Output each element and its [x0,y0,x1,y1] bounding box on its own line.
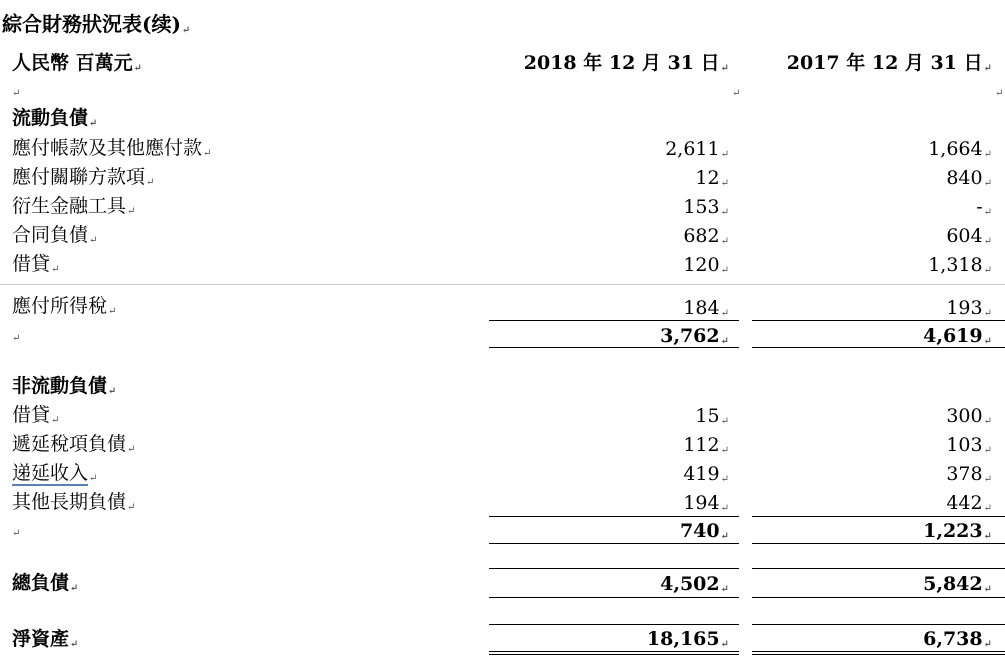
paragraph-mark-icon: ↵ [983,336,992,347]
paragraph-mark-icon: ↵ [51,415,60,426]
section-heading-current-text: 流動負債 [12,107,89,129]
value-2017-text: 840 [946,167,983,189]
subtotal-rule [489,543,739,544]
value-2017 [946,405,992,433]
paragraph-mark-icon: ↵ [108,306,117,317]
value-2017-text: - [976,196,983,218]
paragraph-mark-icon: ↵ [720,236,729,247]
value-2018-text: 194 [683,492,720,514]
subtotal-2018-text: 3,762 [660,325,720,347]
paragraph-mark-icon: ↵ [51,264,60,275]
column-header-2017 [787,52,992,80]
value-2018 [683,196,729,224]
subtotal-rule [752,347,1005,348]
subtotal-2017 [923,325,992,353]
paragraph-mark-icon: ↵ [720,63,729,74]
paragraph-mark-icon: ↵ [89,118,98,129]
value-2017-text: 604 [946,225,983,247]
value-2018-text: 112 [683,434,720,456]
value-2017 [928,254,992,282]
total-rule [489,568,739,569]
row-label [12,295,116,323]
total-liabilities-2018-text: 4,502 [660,573,720,595]
paragraph-mark-icon: ↵ [983,308,992,319]
paragraph-mark-icon: ↵ [983,584,992,595]
total-liabilities-2017-text: 5,842 [923,573,983,595]
paragraph-mark-icon: ↵ [720,503,729,514]
value-2017 [946,463,992,491]
value-2018-text: 120 [683,254,720,276]
value-2018 [695,167,729,195]
paragraph-mark-icon: ↵ [133,63,143,74]
paragraph-mark-icon: ↵ [720,207,729,218]
subtotal-rule [752,320,1005,321]
paragraph-mark-icon: ↵ [983,236,992,247]
paragraph-mark-icon: ↵ [995,88,1004,99]
value-2017-text: 378 [946,463,983,485]
paragraph-mark-icon: ↵ [983,149,992,160]
paragraph-mark-icon: ↵ [983,178,992,189]
value-2017 [946,434,992,462]
value-2017-text: 300 [946,405,983,427]
subtotal-rule [489,320,739,321]
paragraph-mark-icon: ↵ [983,639,992,650]
value-2017-text: 1,318 [928,254,983,276]
paragraph-mark-icon: ↵ [983,265,992,276]
column-header-2018 [524,52,729,80]
value-2017 [946,225,992,253]
row-label [12,404,59,432]
paragraph-mark-icon: ↵ [108,386,117,397]
value-2018 [695,405,729,433]
total-liabilities-label-text: 總負債 [12,572,70,594]
row-label [12,166,154,194]
row-label [12,195,135,223]
paragraph-mark-icon: ↵ [89,235,98,246]
value-2017-text: 1,664 [928,138,983,160]
paragraph-mark-icon: ↵ [732,88,741,99]
subtotal-2017-text: 4,619 [923,325,983,347]
paragraph-mark-icon: ↵ [70,583,79,594]
value-2018-text: 15 [695,405,720,427]
paragraph-mark-icon: ↵ [983,531,992,542]
value-2018 [683,434,729,462]
subtotal-rule [489,347,739,348]
row-label-text: 递延收入 [12,462,89,484]
paragraph-mark-icon: ↵ [720,474,729,485]
paragraph-mark-icon: ↵ [983,416,992,427]
unit-label-text: 人民幣 百萬元 [12,52,133,74]
row-label-text: 應付所得稅 [12,295,108,317]
row-label-text: 遞延稅項負債 [12,433,127,455]
section-heading-current [12,107,97,135]
column-header-2017-text: 2017 年 12 月 31 日 [786,52,983,74]
value-2018-text: 2,611 [665,138,720,160]
value-2018-text: 682 [683,225,720,247]
net-assets-label-text: 淨資產 [12,628,70,650]
net-assets-2017-text: 6,738 [923,628,983,650]
double-rule [752,651,1005,652]
value-2018-text: 184 [683,297,720,319]
paragraph-mark-icon: ↵ [89,473,98,484]
paragraph-mark-icon: ↵ [70,639,79,650]
subtotal-2017-text: 1,223 [923,520,983,542]
double-rule [752,654,1005,655]
row-label [12,491,135,519]
paragraph-mark-icon: ↵ [720,531,729,542]
row-label-text: 應付帳款及其他應付款 [12,137,203,159]
double-rule [489,654,739,655]
paragraph-mark-icon: ↵ [720,308,729,319]
page-divider [0,284,1005,285]
row-label-text: 應付關聯方款項 [12,166,146,188]
paragraph-mark-icon: ↵ [720,639,729,650]
subtotal-2018-text: 740 [679,520,720,542]
total-rule [489,597,739,598]
value-2018 [665,138,729,166]
total-rule [752,568,1005,569]
unit-label [12,52,142,80]
paragraph-mark-icon: ↵ [127,502,136,513]
double-rule [489,651,739,652]
paragraph-mark-icon: ↵ [127,444,136,455]
row-label-text: 其他長期負債 [12,491,127,513]
row-label-text: 合同負債 [12,224,89,246]
subtotal-2018 [660,325,729,353]
paragraph-mark-icon: ↵ [12,88,21,99]
row-label [12,462,97,490]
paragraph-mark-icon: ↵ [720,584,729,595]
row-label [12,224,97,252]
value-2017 [946,167,992,195]
net-assets-label [12,628,78,656]
row-label [12,137,211,165]
value-2018 [683,463,729,491]
paragraph-mark-icon: ↵ [720,445,729,456]
row-label [12,433,135,461]
paragraph-mark-icon: ↵ [983,474,992,485]
value-2018-text: 153 [683,196,720,218]
value-2017-text: 103 [946,434,983,456]
row-label-text: 借貸 [12,253,51,275]
paragraph-mark-icon: ↵ [983,503,992,514]
section-heading-noncurrent [12,375,116,403]
paragraph-mark-icon: ↵ [983,207,992,218]
paragraph-mark-icon: ↵ [983,63,992,74]
section-heading-noncurrent-text: 非流動負債 [12,375,108,397]
paragraph-mark-icon: ↵ [720,416,729,427]
paragraph-mark-icon: ↵ [127,206,136,217]
paragraph-mark-icon: ↵ [12,333,21,344]
paragraph-mark-icon: ↵ [720,178,729,189]
value-2017-text: 442 [946,492,983,514]
total-liabilities-label [12,572,78,600]
subtotal-rule [752,516,1005,517]
paragraph-mark-icon: ↵ [983,445,992,456]
value-2017-text: 193 [946,297,983,319]
value-2018-text: 419 [683,463,720,485]
net-assets-2018-text: 18,165 [646,628,720,650]
value-2018 [683,225,729,253]
value-2018-text: 12 [695,167,720,189]
row-label-text: 借貸 [12,404,51,426]
value-2017 [928,138,992,166]
net-assets-rule [489,624,739,625]
row-label-text: 衍生金融工具 [12,195,127,217]
paragraph-mark-icon: ↵ [146,177,155,188]
page-title [2,8,190,37]
total-rule [752,597,1005,598]
net-assets-rule [752,624,1005,625]
column-header-2018-text: 2018 年 12 月 31 日 [523,52,720,74]
subtotal-rule [752,543,1005,544]
paragraph-mark-icon: ↵ [720,336,729,347]
paragraph-mark-icon: ↵ [12,528,21,539]
value-2017 [976,196,992,224]
row-label [12,253,59,281]
page-title-text: 綜合財務狀況表(续) [2,12,181,36]
paragraph-mark-icon: ↵ [203,148,212,159]
paragraph-mark-icon: ↵ [720,265,729,276]
value-2018 [683,254,729,282]
subtotal-rule [489,516,739,517]
paragraph-mark-icon: ↵ [720,149,729,160]
paragraph-mark-icon: ↵ [181,25,191,36]
